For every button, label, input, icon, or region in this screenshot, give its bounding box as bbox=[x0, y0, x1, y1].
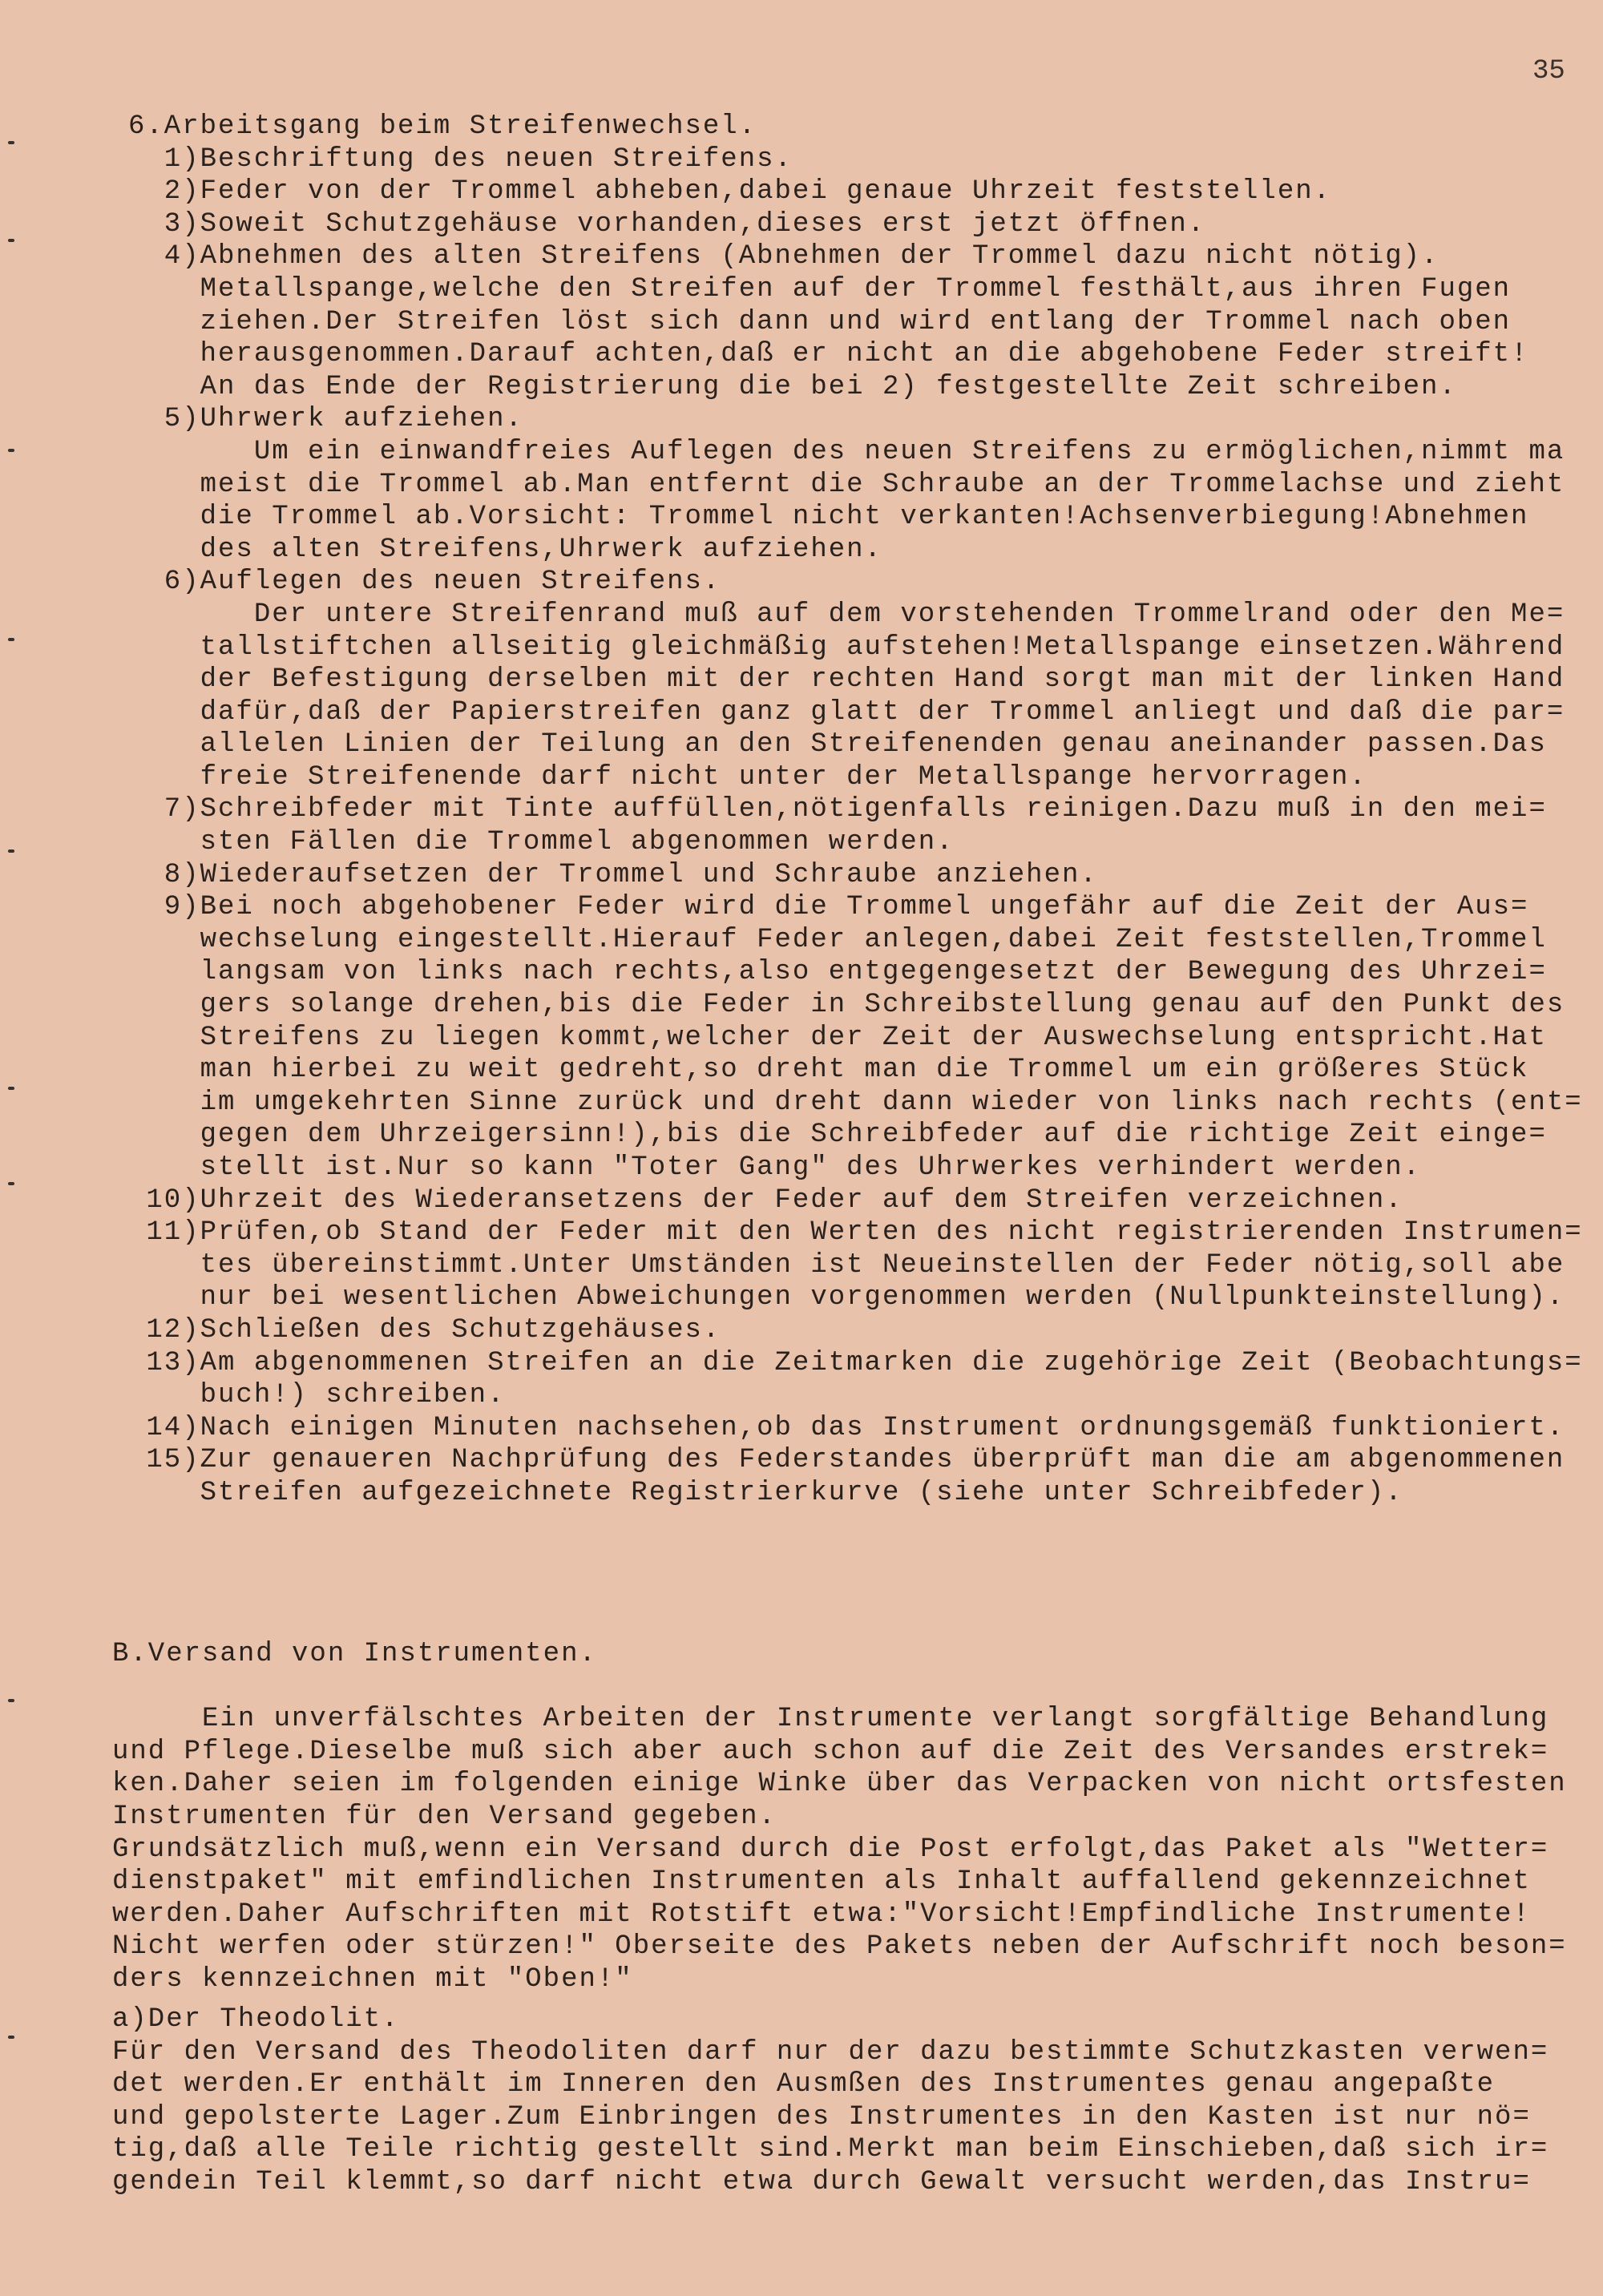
text-line: 15)Zur genaueren Nachprüfung des Federstandes überprüft man die am abgenommenen bbox=[128, 1445, 1565, 1476]
text-line: wechselung eingestellt.Hierauf Feder anlegen,dabei Zeit feststellen,Trommel bbox=[128, 924, 1547, 955]
section-arbeitsgang bbox=[128, 111, 1595, 1510]
text-line: herausgenommen.Darauf achten,daß er nicht an die abgehobene Feder streift! bbox=[128, 339, 1529, 370]
text-line: Nicht werfen oder stürzen!" Oberseite des Pakets neben der Aufschrift noch beson= bbox=[112, 1931, 1567, 1963]
text-line: 4)Abnehmen des alten Streifens (Abnehmen der Trommel dazu nicht nötig). bbox=[128, 241, 1439, 272]
text-line: Für den Versand des Theodoliten darf nur der dazu bestimmte Schutzkasten verwen= bbox=[112, 2036, 1549, 2068]
text-line bbox=[112, 1671, 1579, 1704]
text-line: meist die Trommel ab.Man entfernt die Schraube an der Trommelachse und zieht bbox=[128, 469, 1565, 500]
text-line: 10)Uhrzeit des Wiederansetzens der Feder auf dem Streifen verzeichnen. bbox=[128, 1184, 1403, 1216]
binder-hole-mark bbox=[8, 1087, 14, 1090]
text-line: im umgekehrten Sinne zurück und dreht dann wieder von links nach rechts (ent= bbox=[128, 1087, 1583, 1118]
text-line: 9)Bei noch abgehobener Feder wird die Trommel ungefähr auf die Zeit der Aus= bbox=[128, 892, 1529, 923]
text-line: ken.Daher seien im folgenden einige Winke über das Verpacken von nicht ortsfesten bbox=[112, 1769, 1567, 1800]
binder-hole-mark bbox=[8, 239, 14, 242]
text-line: buch!) schreiben. bbox=[128, 1380, 506, 1411]
text-line: die Trommel ab.Vorsicht: Trommel nicht verkanten!Achsenverbiegung!Abnehmen bbox=[128, 502, 1529, 533]
text-line: a)Der Theodolit. bbox=[112, 2004, 400, 2035]
section-theodolit bbox=[112, 2003, 1579, 2199]
text-line: nur bei wesentlichen Abweichungen vorgenommen werden (Nullpunkteinstellung). bbox=[128, 1282, 1565, 1313]
binder-hole-mark bbox=[8, 638, 14, 641]
text-line: ziehen.Der Streifen löst sich dann und wird entlang der Trommel nach oben bbox=[128, 306, 1512, 337]
binder-hole-mark bbox=[8, 1182, 14, 1185]
binder-hole-mark bbox=[8, 141, 14, 144]
text-line: 7)Schreibfeder mit Tinte auffüllen,nötigenfalls reinigen.Dazu muß in den mei= bbox=[128, 794, 1547, 825]
text-line: 3)Soweit Schutzgehäuse vorhanden,dieses erst jetzt öffnen. bbox=[128, 208, 1206, 240]
text-line: Um ein einwandfreies Auflegen des neuen Streifens zu ermöglichen,nimmt ma bbox=[128, 436, 1565, 467]
text-line: dienstpaket" mit emfindlichen Instrumenten als Inhalt auffallend gekennzeichnet bbox=[112, 1866, 1531, 1898]
text-line: Ein unverfälschtes Arbeiten der Instrumente verlangt sorgfältige Behandlung bbox=[112, 1704, 1549, 1735]
text-line: werden.Daher Aufschriften mit Rotstift etwa:"Vorsicht!Empfindliche Instrumente! bbox=[112, 1899, 1531, 1930]
text-line: Streifens zu liegen kommt,welcher der Zeit der Auswechselung entspricht.Hat bbox=[128, 1022, 1547, 1053]
text-line: Streifen aufgezeichnete Registrierkurve (siehe unter Schreibfeder). bbox=[128, 1477, 1403, 1508]
text-line: B.Versand von Instrumenten. bbox=[112, 1639, 597, 1669]
text-line: und Pflege.Dieselbe muß sich aber auch schon auf die Zeit des Versandes erstrek= bbox=[112, 1736, 1549, 1767]
text-line: dafür,daß der Papierstreifen ganz glatt der Trommel anliegt und daß die par= bbox=[128, 696, 1565, 728]
text-line: langsam von links nach rechts,also entgegengesetzt der Bewegung des Uhrzei= bbox=[128, 957, 1547, 988]
text-line: 12)Schließen des Schutzgehäuses. bbox=[128, 1314, 721, 1346]
binder-hole-mark bbox=[8, 2036, 14, 2039]
text-line: tallstiftchen allseitig gleichmäßig aufstehen!Metallspange einsetzen.Während bbox=[128, 632, 1565, 663]
text-line: ders kennzeichnen mit "Oben!" bbox=[112, 1963, 633, 1995]
text-line: tig,daß alle Teile richtig gestellt sind.Merkt man beim Einschieben,daß sich ir= bbox=[112, 2134, 1549, 2165]
page-number: 35 bbox=[1532, 56, 1565, 87]
text-line: 5)Uhrwerk aufziehen. bbox=[128, 404, 523, 435]
text-line: man hierbei zu weit gedreht,so dreht man die Trommel um ein größeres Stück bbox=[128, 1055, 1529, 1086]
text-line: Metallspange,welche den Streifen auf der Trommel festhält,aus ihren Fugen bbox=[128, 273, 1512, 305]
text-line: 14)Nach einigen Minuten nachsehen,ob das Instrument ordnungsgemäß funktioniert. bbox=[128, 1412, 1565, 1443]
text-line: 6.Arbeitsgang beim Streifenwechsel. bbox=[128, 111, 757, 142]
text-line: Grundsätzlich muß,wenn ein Versand durch die Post erfolgt,das Paket als "Wetter= bbox=[112, 1834, 1549, 1865]
text-line: gegen dem Uhrzeigersinn!),bis die Schreibfeder auf die richtige Zeit einge= bbox=[128, 1120, 1547, 1151]
text-line: und gepolsterte Lager.Zum Einbringen des Instrumentes in den Kasten ist nur nö= bbox=[112, 2101, 1531, 2133]
text-line: 13)Am abgenommenen Streifen an die Zeitmarken die zugehörige Zeit (Beobachtungs= bbox=[128, 1347, 1583, 1378]
text-line: gers solange drehen,bis die Feder in Schreibstellung genau auf den Punkt des bbox=[128, 990, 1565, 1021]
text-line: Der untere Streifenrand muß auf dem vorstehenden Trommelrand oder den Me= bbox=[128, 599, 1565, 630]
text-line: gendein Teil klemmt,so darf nicht etwa durch Gewalt versucht werden,das Instru= bbox=[112, 2166, 1531, 2197]
text-line: Instrumenten für den Versand gegeben. bbox=[112, 1801, 777, 1832]
binder-hole-mark bbox=[8, 849, 14, 853]
binder-hole-mark bbox=[8, 449, 14, 452]
text-line: 6)Auflegen des neuen Streifens. bbox=[128, 567, 721, 598]
text-line: des alten Streifens,Uhrwerk aufziehen. bbox=[128, 534, 882, 565]
text-line: allelen Linien der Teilung an den Streifenenden genau aneinander passen.Das bbox=[128, 729, 1547, 761]
text-line: An das Ende der Registrierung die bei 2) festgestellte Zeit schreiben. bbox=[128, 371, 1457, 402]
text-line: det werden.Er enthält im Inneren den Ausmßen des Instrumentes genau angepaßte bbox=[112, 2069, 1496, 2100]
text-line: 11)Prüfen,ob Stand der Feder mit den Werten des nicht registrierenden Instrumen= bbox=[128, 1217, 1583, 1249]
binder-hole-mark bbox=[8, 1699, 14, 1702]
text-line: 8)Wiederaufsetzen der Trommel und Schraube anziehen. bbox=[128, 859, 1098, 890]
text-line: tes übereinstimmt.Unter Umständen ist Neueinstellen der Feder nötig,soll abe bbox=[128, 1249, 1565, 1281]
text-line: stellt ist.Nur so kann "Toter Gang" des Uhrwerkes verhindert werden. bbox=[128, 1152, 1422, 1183]
text-line: sten Fällen die Trommel abgenommen werden. bbox=[128, 827, 955, 858]
text-line: der Befestigung derselben mit der rechten Hand sorgt man mit der linken Hand bbox=[128, 664, 1565, 696]
text-line: 1)Beschriftung des neuen Streifens. bbox=[128, 143, 793, 175]
text-line: freie Streifenende darf nicht unter der Metallspange hervorragen. bbox=[128, 761, 1367, 793]
section-versand bbox=[112, 1638, 1579, 1996]
text-line: 2)Feder von der Trommel abheben,dabei genaue Uhrzeit feststellen. bbox=[128, 176, 1332, 208]
